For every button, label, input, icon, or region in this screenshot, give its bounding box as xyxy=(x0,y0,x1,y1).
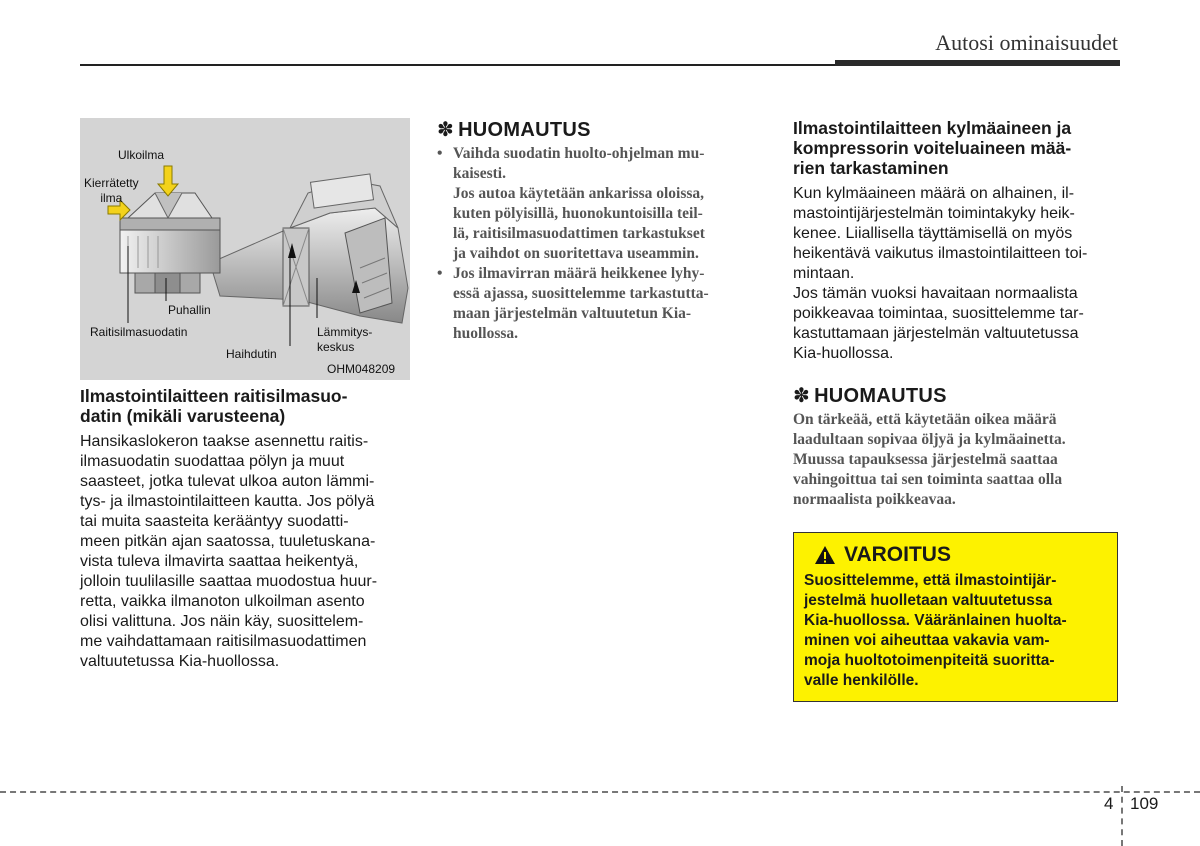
page-number: 109 xyxy=(1130,794,1159,813)
note-star-icon: ✽ xyxy=(437,119,455,141)
note-title: HUOMAUTUS xyxy=(814,385,947,407)
section-cabin-filter xyxy=(80,386,410,672)
warning-title: VAROITUS xyxy=(844,543,951,566)
header-rule-accent xyxy=(835,60,1120,66)
list-item-text: Jos ilmavirran määrä heikkenee lyhy- essä ajassa, suosittelemme tarkastutta- maan järjestelmän valtuutetun Kia- huollossa. xyxy=(453,265,709,342)
bullet-icon: • xyxy=(437,265,443,282)
section-body: Hansikaslokeron taakse asennettu raitis- ilmasuodatin suodattaa pölyn ja muut saasteet, jotka tulevat ulkoa auton lämmi- tys- ja ilmastointilaitteen kautta. Jos pölyä tai muita saasteita kerääntyy suodatti- meen pitkän ajan saatossa, tuuletuskana- vista tuleva ilmavirta saattaa heikentyä, jolloin tuulilasille saattaa muodostua huur- retta, vaikka ilmanoton ulkoilman asento olisi valittuna. Jos näin käy, suosittelem- me vaihdattamaan raitisilmasuodattimen valtuutetussa Kia-huollossa. xyxy=(80,433,378,670)
list-item xyxy=(437,264,765,344)
label-cabin-filter: Raitisilmasuodatin xyxy=(90,325,188,339)
label-heater-core: Lämmitys- keskus xyxy=(317,325,373,354)
note-bullet-list xyxy=(437,144,765,344)
note-heading xyxy=(437,118,765,142)
list-item-text: Vaihda suodatin huolto-ohjelman mu- kaisesti. Jos autoa käytetään ankarissa oloissa, kuten pölyisillä, huonokuntoisilla teil- lä, raitisilmasuodattimen tarkastukset ja vaihdot on suoritettava useammin. xyxy=(453,145,705,262)
section-refrigerant-check xyxy=(793,118,1120,510)
hvac-diagram-figure xyxy=(80,118,410,380)
footer-divider xyxy=(1121,786,1123,846)
label-outside-air: Ulkoilma xyxy=(118,148,165,162)
label-evaporator: Haihdutin xyxy=(226,347,277,361)
section-heading: Ilmastointilaitteen raitisilmasuo- datin (mikäli varusteena) xyxy=(80,386,348,426)
chapter-number: 4 xyxy=(1104,794,1114,813)
note-body: On tärkeää, että käytetään oikea määrä laadultaan sopivaa öljyä ja kylmäainetta. Muussa tapauksessa järjestelmä saattaa vahingoittua tai sen toiminta saattaa olla normaalista poikkeavaa. xyxy=(793,411,1066,508)
warning-header xyxy=(814,543,1107,567)
section-heading: Ilmastointilaitteen kylmäaineen ja kompressorin voiteluaineen mää- rien tarkastaminen xyxy=(793,118,1072,178)
label-blower: Puhallin xyxy=(168,303,211,317)
warning-triangle-icon xyxy=(814,545,836,565)
note-filter-replacement xyxy=(437,118,765,344)
note-star-icon: ✽ xyxy=(793,385,811,407)
figure-code: OHM048209 xyxy=(327,362,396,376)
footer-rule xyxy=(0,791,1200,793)
bullet-icon: • xyxy=(437,145,443,162)
list-item xyxy=(437,144,765,264)
note-title: HUOMAUTUS xyxy=(458,119,591,141)
warning-body: Suosittelemme, että ilmastointijär- jestelmä huolletaan valtuutetussa Kia-huollossa. Vääränlainen huolta- minen voi aiheuttaa vakavia vam- moja huoltotoimenpiteitä suoritta- valle henkilölle. xyxy=(804,572,1067,689)
section-body: Kun kylmäaineen määrä on alhainen, il- mastointijärjestelmän toimintakyky heik- kenee. Liiallisella täyttämisellä on myös heikentävä vaikutus ilmastointilaitteen toi- mintaan. Jos tämän vuoksi havaitaan normaalista poikkeavaa toimintaa, suosittelemme tar- kastuttamaan järjestelmän valtuutetussa Kia-huollossa. xyxy=(793,185,1088,362)
warning-box xyxy=(793,532,1118,702)
label-recirculated-air: Kierrätetty ilma xyxy=(84,176,139,205)
page-header-title: Autosi ominaisuudet xyxy=(935,30,1118,55)
note-heading xyxy=(793,384,1120,408)
